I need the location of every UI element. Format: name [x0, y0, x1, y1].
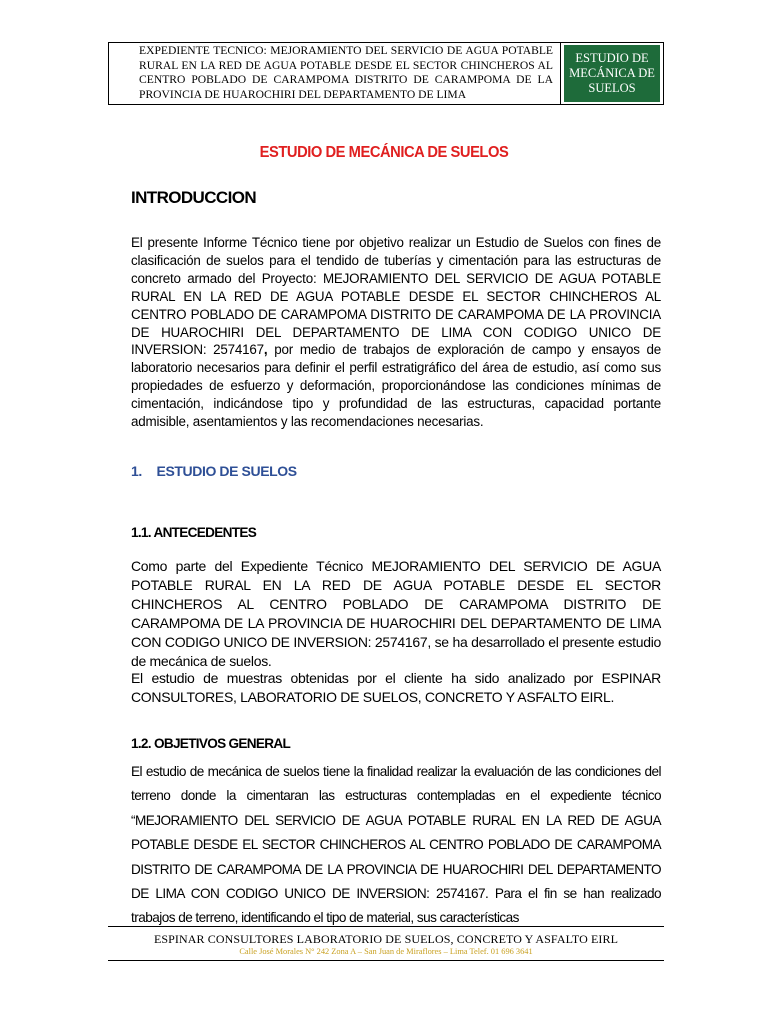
header-project-text: EXPEDIENTE TECNICO: MEJORAMIENTO DEL SERVICIO DE AGUA POTABLE RURAL EN LA RED DE AGUA POTABLE DESDE EL SECTOR CHINCHEROS AL CENTRO POBLADO DE CARAMPOMA DISTRITO DE CARAMPOMA DE LA PROVINCIA DE HUAROCHIRI DEL DEPARTAMENTO DE LIMA	[109, 43, 561, 104]
intro-paragraph-bold: ,	[263, 342, 268, 358]
section-title: ESTUDIO DE SUELOS	[156, 463, 297, 479]
intro-heading: INTRODUCCION	[131, 188, 257, 207]
document-header	[108, 42, 664, 105]
footer-company: ESPINAR CONSULTORES LABORATORIO DE SUELOS, CONCRETO Y ASFALTO EIRL	[153, 932, 619, 946]
intro-paragraph-part1: El presente Informe Técnico tiene por objetivo realizar un Estudio de Suelos con fines de clasificación de suelos para el tendido de tuberías y cimentación para las estructuras de concreto armado del Proyecto: MEJORAMIENTO DEL SERVICIO DE AGUA POTABLE RURAL EN LA RED DE AGUA POTABLE DESDE EL SECTOR CHINCHEROS AL CENTRO POBLADO DE CARAMPOMA DISTRITO DE CARAMPOMA DE LA PROVINCIA DE HUAROCHIRI DEL DEPARTAMENTO DE LIMA CON CODIGO UNICO DE INVERSION: 2574167	[131, 235, 661, 358]
document-footer	[108, 926, 664, 961]
subheading-antecedentes: 1.1. ANTECEDENTES	[131, 525, 257, 540]
footer-address: Calle José Morales N° 242 Zona A – San Juan de Miraflores – Lima Telef. 01 696 3641	[239, 947, 533, 956]
intro-paragraph-part2: por medio de trabajos de exploración de campo y ensayos de laboratorio necesarios para definir el perfil estratigráfico del área de estudio, así como sus propiedades de esfuerzo y deformación, proporcionándose las condiciones mínimas de cimentación, indicándose tipo y profundidad de las estructuras, capacidad portante admisible, asentamientos y las recomendaciones necesarias.	[131, 342, 661, 430]
header-badge: ESTUDIO DE MECÁNICA DE SUELOS	[564, 45, 660, 102]
antecedentes-paragraph-2: El estudio de muestras obtenidas por el cliente ha sido analizado por ESPINAR CONSULTORES, LABORATORIO DE SUELOS, CONCRETO Y ASFALTO EIRL.	[131, 670, 661, 705]
section-heading-estudio-de-suelos	[131, 463, 297, 479]
subheading-objetivos: 1.2. OBJETIVOS GENERAL	[131, 736, 291, 751]
objetivos-paragraph: El estudio de mecánica de suelos tiene la finalidad realizar la evaluación de las condiciones del terreno donde la cimentaran las estructuras contempladas en el expediente técnico “MEJORAMIENTO DEL SERVICIO DE AGUA POTABLE RURAL EN LA RED DE AGUA POTABLE DESDE EL SECTOR CHINCHEROS AL CENTRO POBLADO DE CARAMPOMA DISTRITO DE CARAMPOMA DE LA PROVINCIA DE HUAROCHIRI DEL DEPARTAMENTO DE LIMA CON CODIGO UNICO DE INVERSION: 2574167. Para el fin se han realizado trabajos de terreno, identificando el tipo de material, sus características	[131, 764, 661, 926]
intro-paragraph	[131, 234, 661, 431]
section-number: 1.	[131, 463, 142, 479]
antecedentes-paragraph-1: Como parte del Expediente Técnico MEJORAMIENTO DEL SERVICIO DE AGUA POTABLE RURAL EN LA RED DE AGUA POTABLE DESDE EL SECTOR CHINCHEROS AL CENTRO POBLADO DE CARAMPOMA DISTRITO DE CARAMPOMA DE LA PROVINCIA DE HUAROCHIRI DEL DEPARTAMENTO DE LIMA CON CODIGO UNICO DE INVERSION: 2574167, se ha desarrollado el presente estudio de mecánica de suelos.	[131, 558, 661, 669]
document-title: ESTUDIO DE MECÁNICA DE SUELOS	[259, 144, 509, 161]
